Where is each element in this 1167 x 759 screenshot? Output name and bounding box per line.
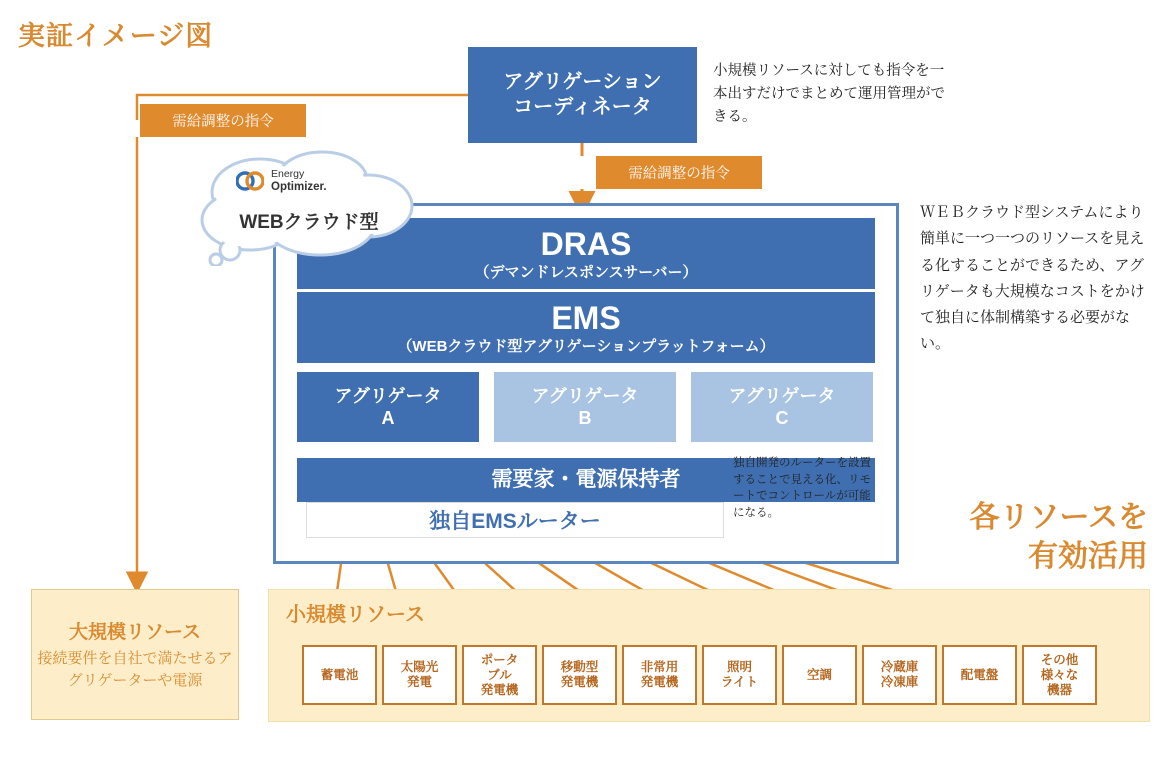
consumer-box: 需要家・電源保持者 [297, 458, 875, 502]
aggregator-c-box [691, 372, 873, 442]
resource-box-solar: 太陽光 発電 [382, 645, 457, 705]
ems-subtitle: （WEBクラウド型アグリゲーションプラットフォーム） [397, 338, 775, 356]
resource-box-hvac: 空調 [782, 645, 857, 705]
resource-box-portable-gen: ポータ ブル 発電機 [462, 645, 537, 705]
ems-box [297, 292, 875, 363]
ems-router-box: 独自EMSルーター [306, 502, 724, 538]
resource-box-switchboard: 配電盤 [942, 645, 1017, 705]
resource-box-battery: 蓄電池 [302, 645, 377, 705]
aggregator-a-box [297, 372, 479, 442]
cloud-brand-line2: Optimizer. [271, 181, 327, 194]
aggregation-coordinator-box [468, 47, 697, 143]
aggregator-c-label: アグリゲータ [728, 385, 836, 406]
aggregator-b-label: アグリゲータ [531, 385, 639, 406]
large-resource-box [31, 589, 239, 720]
cloud-brand-text [271, 168, 327, 194]
aggregator-c-id: C [775, 408, 789, 428]
resource-box-refrigerator: 冷蔵庫 冷凍庫 [862, 645, 937, 705]
right-highlight-text [918, 498, 1148, 576]
right-highlight-line1: 各リソースを [969, 501, 1148, 534]
resource-box-lighting: 照明 ライト [702, 645, 777, 705]
aggregator-a-id: A [381, 408, 395, 428]
energy-optimizer-logo-icon [236, 171, 264, 191]
resource-box-mobile-gen: 移動型 発電機 [542, 645, 617, 705]
cloud-label: WEBクラウド型 [239, 212, 379, 233]
tag-demand-response-command-middle: 需給調整の指令 [596, 156, 762, 189]
note-right: ＷＥＢクラウド型システムにより簡単に一つ一つのリソースを見える化することができるため、アグリゲータも大規模なコストをかけて独自に体制構築する必要がない。 [920, 204, 1145, 353]
ems-title: EMS [551, 300, 621, 337]
coordinator-line1: アグリゲーション [503, 71, 662, 93]
resource-box-other: その他 様々な 機器 [1022, 645, 1097, 705]
dras-title: DRAS [540, 226, 632, 263]
small-resource-heading: 小規模リソース [286, 604, 425, 626]
resource-box-emergency-gen: 非常用 発電機 [622, 645, 697, 705]
right-highlight-line2: 有効活用 [1028, 540, 1148, 573]
tag-demand-response-command-left: 需給調整の指令 [140, 104, 306, 137]
cloud-brand-line1: Energy [271, 168, 305, 180]
note-top-right: 小規模リソースに対しても指令を一本出すだけでまとめて運用管理ができる。 [713, 63, 945, 126]
aggregator-a-label: アグリゲータ [334, 385, 442, 406]
large-resource-heading: 大規模リソース [68, 621, 202, 643]
aggregator-b-id: B [578, 408, 592, 428]
aggregator-b-box [494, 372, 676, 442]
page-title: 実証イメージ図 [18, 21, 214, 51]
coordinator-line2: コーディネータ [513, 96, 652, 118]
note-router: 独自開発のルーターを設置することで見える化、リモートでコントロールが可能になる。 [733, 457, 871, 520]
dras-subtitle: （デマンドレスポンスサーバー） [474, 264, 698, 282]
cloud-brand [236, 168, 386, 194]
large-resource-body: 接続要件を自社で満たせるアグリゲーターや電源 [37, 649, 233, 689]
